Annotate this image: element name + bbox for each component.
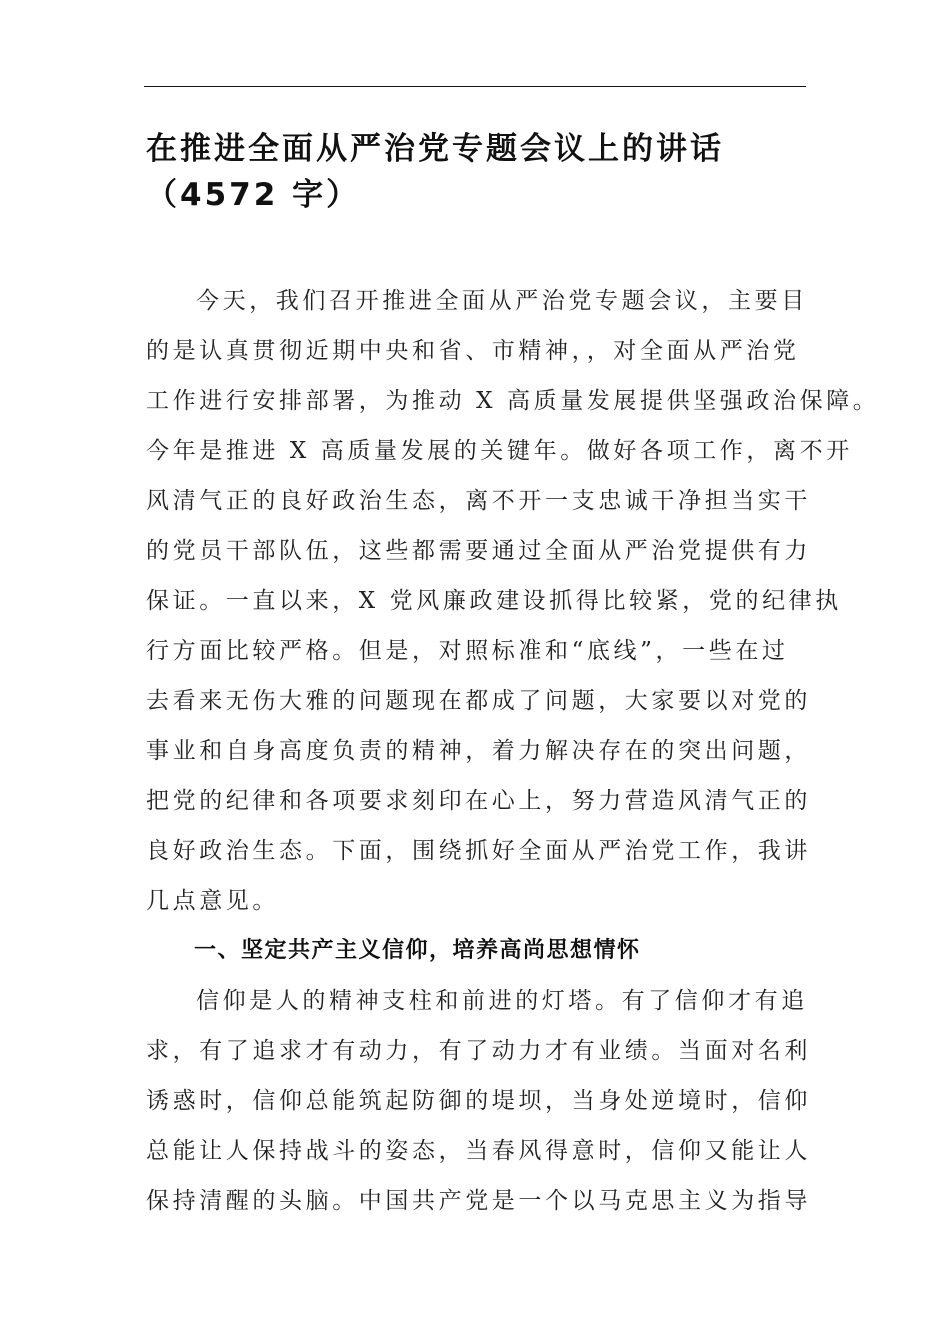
text-line: 诱惑时，信仰总能筑起防御的堤坝，当身处逆境时，信仰 [146,1088,811,1114]
text-line: 风清气正的良好政治生态，离不开一支忠诚干净担当实干 [146,488,811,514]
text-line: 事业和自身高度负责的精神，着力解决存在的突出问题， [146,738,811,764]
document-body [146,276,880,1226]
document-title [146,126,826,218]
text-line: 的党员干部队伍，这些都需要通过全面从严治党提供有力 [146,538,811,564]
text-line: 去看来无伤大雅的问题现在都成了问题，大家要以对党的 [146,688,811,714]
text-line: 今年是推进 X 高质量发展的关键年。做好各项工作，离不开 [146,438,853,464]
text-line: 今天，我们召开推进全面从严治党专题会议，主要目 [196,288,808,314]
text-line: 几点意见。 [146,888,279,914]
paragraph-1 [146,276,880,926]
title-line-1: 在推进全面从严治党专题会议上的讲话 [146,131,724,167]
text-line: 信仰是人的精神支柱和前进的灯塔。有了信仰才有追 [196,988,808,1014]
text-line: 求，有了追求才有动力，有了动力才有业绩。当面对名利 [146,1038,811,1064]
text-line: 把党的纪律和各项要求刻印在心上，努力营造风清气正的 [146,788,811,814]
text-line: 保证。一直以来，X 党风廉政建设抓得比较紧，党的纪律执 [146,588,842,614]
paragraph-2 [146,976,836,1226]
title-line-2: （4572 字） [146,177,361,213]
text-line: 良好政治生态。下面，围绕抓好全面从严治党工作，我讲 [146,838,811,864]
text-line: 保持清醒的头脑。中国共产党是一个以马克思主义为指导 [146,1188,811,1214]
text-line: 工作进行安排部署，为推动 X 高质量发展提供坚强政治保障。 [146,388,880,414]
section-heading-1: 一、坚定共产主义信仰，培养高尚思想情怀 [194,938,641,963]
text-line: 的是认真贯彻近期中央和省、市精神，，对全面从严治党 [146,338,800,364]
text-line: 行方面比较严格。但是，对照标准和“底线”，一些在过 [146,638,789,664]
text-line: 总能让人保持战斗的姿态，当春风得意时，信仰又能让人 [146,1138,811,1164]
header-rule [144,86,806,87]
